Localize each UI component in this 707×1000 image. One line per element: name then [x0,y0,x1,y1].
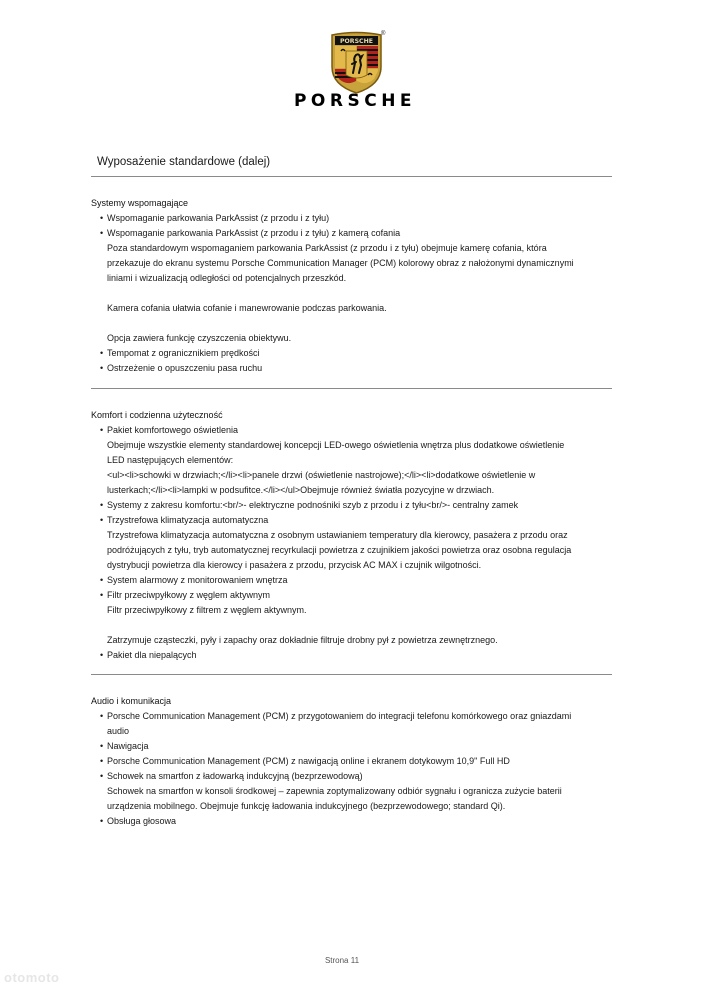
section-item-list [91,423,611,663]
list-item [91,423,611,438]
item-text: Nawigacja [107,741,149,751]
list-item [91,648,611,663]
section-title: Systemy wspomagające [91,198,189,208]
page-title: Wyposażenie standardowe (dalej) [97,156,271,168]
item-text: Obsługa głosowa [107,816,177,826]
item-text: Systemy z zakresu komfortu:<br/>- elektryczne podnośniki szyb z przodu i z tyłu<br/>- centralny zamek [107,500,519,510]
list-item [91,226,611,241]
bullet-icon: • [100,213,104,223]
bullet-icon: • [100,650,104,660]
bullet-icon: • [100,590,104,600]
bullet-icon: • [100,363,104,373]
item-text: Trzystrefowa klimatyzacja automatyczna [107,515,269,525]
watermark-logo: otomoto [4,970,60,985]
crest-lettering: PORSCHE [340,38,373,46]
bullet-icon: • [100,228,104,238]
list-item [91,739,611,754]
item-description: Filtr przeciwpyłkowy z filtrem z węglem aktywnym. [107,605,307,615]
list-item [91,573,611,588]
bullet-icon: • [100,816,104,826]
item-text: Wspomaganie parkowania ParkAssist (z przodu i z tyłu) [107,213,330,223]
bullet-icon: • [100,500,104,510]
bullet-icon: • [100,756,104,766]
item-description: Opcja zawiera funkcję czyszczenia obiektywu. [107,333,292,343]
item-text: System alarmowy z monitorowaniem wnętrza [107,575,288,585]
list-item [91,211,611,226]
bullet-icon: • [100,711,104,721]
list-item [91,769,611,784]
list-item [91,709,611,739]
item-text: Ostrzeżenie o opuszczeniu pasa ruchu [107,363,263,373]
list-item [91,814,611,829]
item-description: Obejmuje wszystkie elementy standardowej koncepcji LED-owego oświetlenia wnętrza plus dodatkowe oświetlenie LED następujących elementów: <ul><li>schowki w drzwiach;</li><li>panele drzwi (oświetlenie nastrojowe);</li><li>dodatkowe oświetlenie w lusterkach;</li><li>lampki w podsufitce.</li></ul>Obejmuje również światła pozycyjne w drzwiach. [107,440,565,495]
page-number-footer: Strona 11 [324,956,360,965]
item-text: Pakiet komfortowego oświetlenia [107,425,239,435]
section-systemy-wspomagajace [91,196,611,376]
item-text: Porsche Communication Management (PCM) z przygotowaniem do integracji telefonu komórkowego oraz gniazdami audio [107,711,572,736]
spacer [91,618,611,633]
item-text: Tempomat z ogranicznikiem prędkości [107,348,260,358]
item-text: Filtr przeciwpyłkowy z węglem aktywnym [107,590,271,600]
porsche-crest-logo [329,31,384,94]
bullet-icon: • [100,348,104,358]
item-description: Trzystrefowa klimatyzacja automatyczna z osobnym ustawianiem temperatury dla kierowcy, pasażera z przodu oraz podróżujących z tyłu, tryb automatycznej recyrkulacji powietrza z czujnikiem jakości powietrza oraz osobna regulacja dystrybucji powietrza dla kierowcy i pasażera z przodu, przycisk AC MAX i czujnik wilgotności. [107,530,572,570]
list-item [91,513,611,528]
item-description: Kamera cofania ułatwia cofanie i manewrowanie podczas parkowania. [107,303,387,313]
bullet-icon: • [100,515,104,525]
bullet-icon: • [100,575,104,585]
bullet-icon: • [100,741,104,751]
section-item-list [91,709,611,829]
list-item [91,754,611,769]
item-description: Poza standardowym wspomaganiem parkowania ParkAssist (z przodu i z tyłu) obejmuje kamerę cofania, która przekazuje do ekranu systemu Porsche Communication Manager (PCM) kolorowy obraz z nałożonymi dynamicznymi liniami i wizualizacją odległości od potencjalnych przeszkód. [107,243,574,283]
list-item [91,498,611,513]
item-description: Zatrzymuje cząsteczki, pyły i zapachy oraz dokładnie filtruje drobny pył z powietrza zewnętrznego. [107,635,498,645]
item-text: Porsche Communication Management (PCM) z nawigacją online i ekranem dotykowym 10,9" Full HD [107,756,510,766]
item-description: Schowek na smartfon w konsoli środkowej – zapewnia zoptymalizowany odbiór sygnału i ogranicza zużycie baterii urządzenia mobilnego. Obejmuje funkcję ładowania indukcyjnego (bezprzewodowego; standard Qi). [107,786,562,811]
spacer [91,286,611,301]
section-title: Komfort i codzienna użyteczność [91,410,223,420]
item-text: Schowek na smartfon z ładowarką indukcyjną (bezprzewodową) [107,771,363,781]
item-text: Wspomaganie parkowania ParkAssist (z przodu i z tyłu) z kamerą cofania [107,228,401,238]
title-divider [91,176,612,177]
section-title: Audio i komunikacja [91,696,172,706]
list-item [91,361,611,376]
bullet-icon: • [100,771,104,781]
section-audio-komunikacja [91,694,611,829]
porsche-wordmark: PORSCHE [293,91,417,111]
section-komfort [91,408,611,663]
spacer [91,316,611,331]
item-text: Pakiet dla niepalących [107,650,197,660]
list-item [91,588,611,603]
section-item-list [91,211,611,376]
bullet-icon: • [100,425,104,435]
section-divider [91,388,612,389]
section-divider [91,674,612,675]
list-item [91,346,611,361]
brand-header [0,0,707,120]
registered-mark: ® [381,31,386,37]
